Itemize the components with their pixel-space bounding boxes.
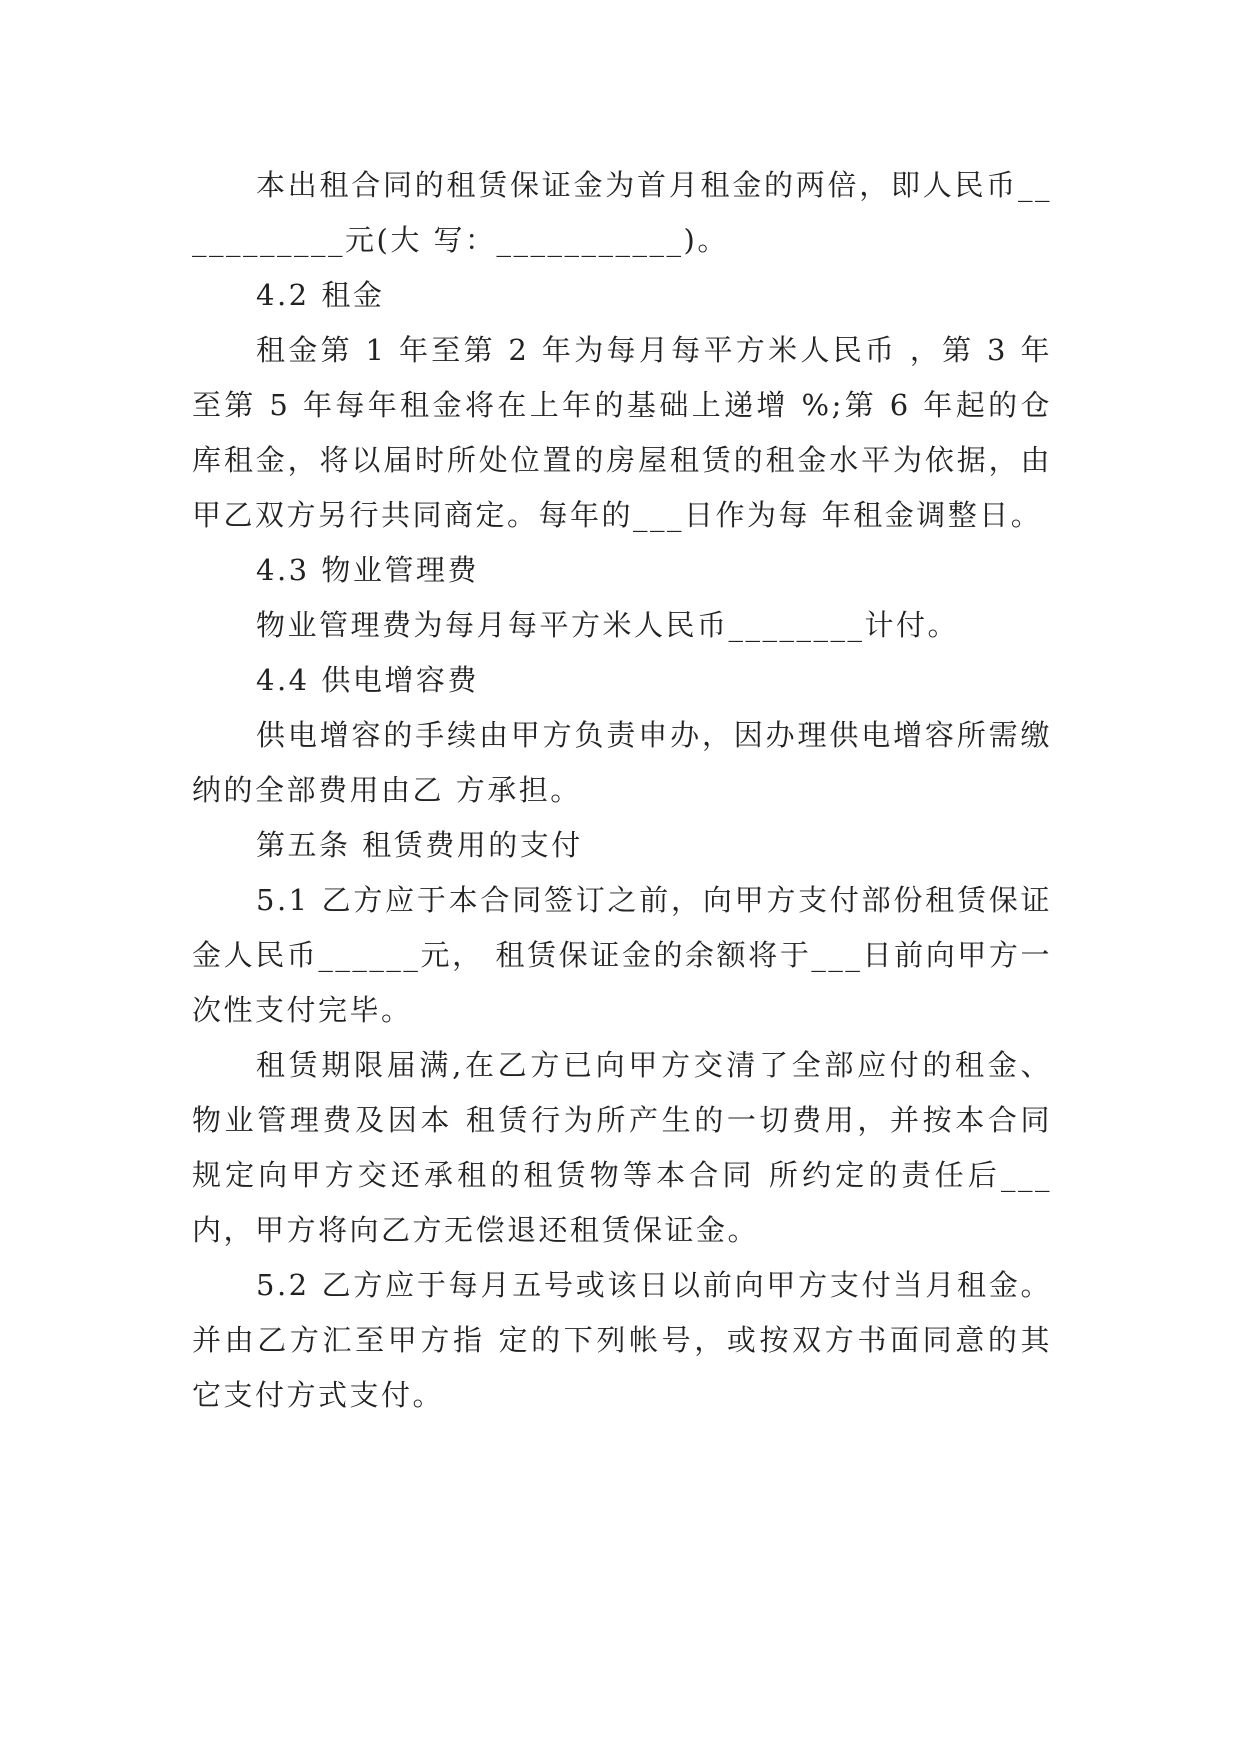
paragraph-5-2: 5.2 乙方应于每月五号或该日以前向甲方支付当月租金。并由乙方汇至甲方指 定的下列帐号，或按双方书面同意的其它支付方式支付。 (192, 1268, 1052, 1412)
heading-article-five: 第五条 租赁费用的支付 (256, 828, 583, 862)
paragraph-rent-terms: 租金第 1 年至第 2 年为每月每平方米人民币 ，第 3 年至第 5 年每年租金将在上年的基础上递增 %;第 6 年起的仓库租金，将以届时所处位置的房屋租赁的租金水平为依据，由甲乙双方另行共同商定。每年的___日作为每 年租金调整日。 (192, 333, 1052, 532)
heading-power-capacity-fee: 4.4 供电增容费 (256, 663, 479, 697)
heading-rent: 4.2 租金 (256, 278, 385, 312)
paragraph-deposit-amount: 本出租合同的租赁保证金为首月租金的两倍，即人民币___________元(大 写：___________)。 (192, 168, 1052, 257)
paragraph-deposit-refund: 租赁期限届满,在乙方已向甲方交清了全部应付的租金、物业管理费及因本 租赁行为所产生的一切费用，并按本合同规定向甲方交还承租的租赁物等本合同 所约定的责任后___内，甲方将向乙方无偿退还租赁保证金。 (192, 1048, 1052, 1247)
paragraph-5-1: 5.1 乙方应于本合同签订之前，向甲方支付部份租赁保证金人民币______元， 租赁保证金的余额将于___日前向甲方一次性支付完毕。 (192, 883, 1052, 1027)
paragraph-property-fee: 物业管理费为每月每平方米人民币________计付。 (256, 608, 960, 642)
document-body (192, 158, 1052, 1423)
paragraph-power-capacity-fee: 供电增容的手续由甲方负责申办，因办理供电增容所需缴纳的全部费用由乙 方承担。 (192, 718, 1052, 807)
heading-property-fee: 4.3 物业管理费 (256, 553, 479, 587)
